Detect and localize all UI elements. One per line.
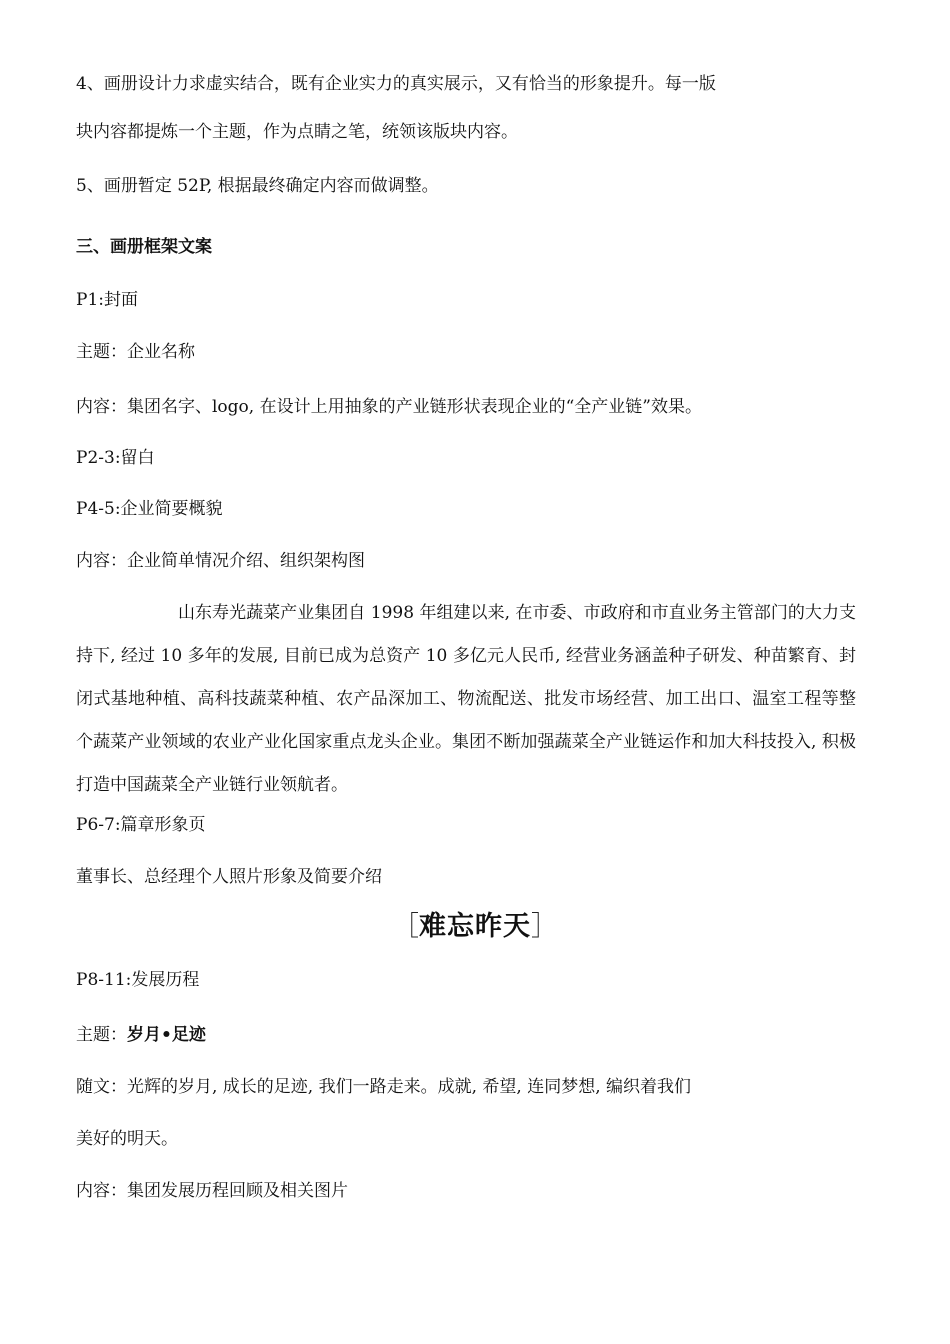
chapter-close-bracket: ］ — [531, 911, 558, 942]
p1-content: 内容：集团名字、logo, 在设计上用抽象的产业链形状表现企业的“全产业链”效果。 — [76, 397, 702, 417]
p6-7-label: P6-7:篇章形象页 — [76, 815, 206, 835]
chapter-heading — [0, 909, 950, 945]
p8-11-label: P8-11:发展历程 — [76, 970, 200, 990]
p6-7-content: 董事长、总经理个人照片形象及简要介绍 — [76, 867, 382, 887]
p8-11-text-line-1: 随文：光辉的岁月, 成长的足迹, 我们一路走来。成就, 希望, 连同梦想, 编织着我们 — [76, 1077, 692, 1097]
p2-3-label: P2-3:留白 — [76, 448, 155, 468]
company-intro-paragraph: 山东寿光蔬菜产业集团自 1998 年组建以来, 在市委、市政府和市直业务主管部门的大力支持下, 经过 10 多年的发展, 目前已成为总资产 10 多亿元人民币, 经营业务涵盖种子研发、种苗繁育、封闭式基地种植、高科技蔬菜种植、农产品深加工、物流配送、批发市场经营、加工出口、温室工程等整个蔬菜产业领域的农业产业化国家重点龙头企业。集团不断加强蔬菜全产业链运作和加大科技投入, 积极打造中国蔬菜全产业链行业领航者。 — [76, 603, 856, 795]
section-3-heading: 三、画册框架文案 — [76, 237, 212, 257]
chapter-open-bracket: ［ — [392, 911, 419, 942]
p4-5-content: 内容：企业简单情况介绍、组织架构图 — [76, 551, 365, 571]
p1-theme: 主题：企业名称 — [76, 342, 195, 362]
p1-label: P1:封面 — [76, 290, 138, 310]
item-5: 5、画册暂定 52P, 根据最终确定内容而做调整。 — [76, 176, 439, 196]
p8-11-text-line-2: 美好的明天。 — [76, 1129, 178, 1149]
theme-prefix: 主题： — [76, 1025, 127, 1045]
p8-11-theme — [76, 1024, 206, 1046]
chapter-title: 难忘昨天 — [419, 911, 531, 942]
theme-value: 岁月•足迹 — [127, 1025, 206, 1045]
item-4-line-2: 块内容都提炼一个主题，作为点睛之笔，统领该版块内容。 — [76, 122, 518, 142]
p8-11-content: 内容：集团发展历程回顾及相关图片 — [76, 1181, 348, 1201]
item-4-line-1: 4、画册设计力求虚实结合，既有企业实力的真实展示，又有恰当的形象提升。每一版 — [76, 74, 716, 94]
p4-5-label: P4-5:企业简要概貌 — [76, 499, 223, 519]
